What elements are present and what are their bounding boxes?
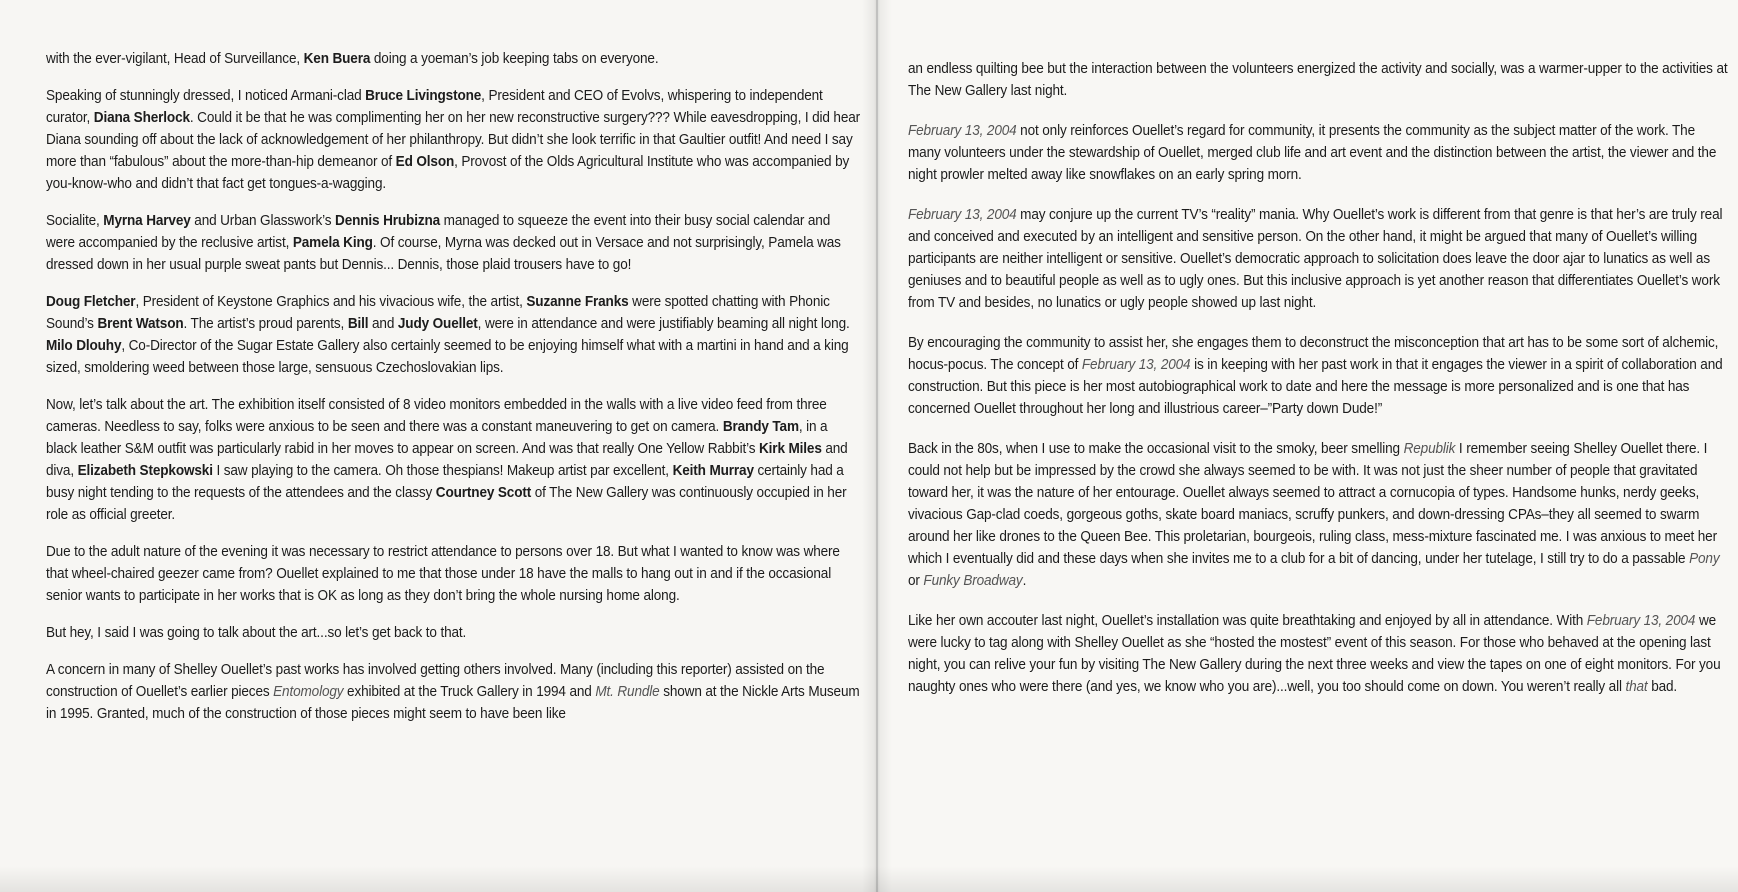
left-paragraph-6: Due to the adult nature of the evening it was necessary to restrict attendance to persons over 18. But what I wanted to know was where that wheel-chaired geezer came from? Ouellet explained to me that those under 18 have the malls to hang out in and if the occasional senior wants to participate in her works that is OK as long as they don’t bring the whole nursing home along. [46, 544, 840, 604]
left-paragraph-3: Socialite, Myrna Harvey and Urban Glasswork’s Dennis Hrubizna managed to squeeze the event into their busy social calendar and were accompanied by the reclusive artist, Pamela King. Of course, Myrna was decked out in Versace and not surprisingly, Pamela was dressed down in her usual purple sweat pants but Dennis... Dennis, those plaid trousers have to go! [46, 213, 841, 273]
right-paragraph-5: Back in the 80s, when I use to make the occasional visit to the smoky, beer smelling Republik I remember seeing Shelley Ouellet there. I could not help but be impressed by the crowd she always seemed to be with. It was not just the sheer number of people that gravitated toward her, it was the nature of her entourage. Ouellet always seemed to attract a cornucopia of types. Handsome hunks, nerdy geeks, vivacious Gap-clad coeds, gorgeous goths, skate board maniacs, scruffy punkers, and down-dressing CPAs–they all seemed to swarm around her like drones to the Queen Bee. This proletarian, bourgeois, ruling class, mess-mixture fascinated me. I was anxious to meet her which I eventually did and these days when she invites me to a club for a bit of dancing, under her tutelage, I still try to do a passable Pony or Funky Broadway. [908, 441, 1720, 589]
left-paragraph-8: A concern in many of Shelley Ouellet’s past works has involved getting others involved. Many (including this reporter) assisted on the construction of Ouellet’s earlier pieces Entomology exhibited at the Truck Gallery in 1994 and Mt. Rundle shown at the Nickle Arts Museum in 1995. Granted, much of the construction of those pieces might seem to have been like [46, 662, 860, 722]
left-paragraph-7: But hey, I said I was going to talk about the art...so let’s get back to that. [46, 625, 467, 641]
right-paragraph-1: an endless quilting bee but the interaction between the volunteers energized the activity and socially, was a warmer-upper to the activities at The New Gallery last night. [908, 61, 1728, 99]
left-paragraph-1: with the ever-vigilant, Head of Surveillance, Ken Buera doing a yoeman’s job keeping tabs on everyone. [46, 51, 659, 67]
right-paragraph-2: February 13, 2004 not only reinforces Ouellet’s regard for community, it presents the community as the subject matter of the work. The many volunteers under the stewardship of Ouellet, merged club life and art event and the distinction between the artist, the viewer and the night prowler melted away like snowflakes on an early spring morn. [908, 123, 1717, 183]
right-paragraph-3: February 13, 2004 may conjure up the current TV’s “reality” mania. Why Ouellet’s work is different from that genre is that her’s are truly real and conceived and executed by an intelligent and sensitive person. On the other hand, it might be argued that many of Ouellet’s willing participants are neither intelligent or sensitive. Ouellet’s democratic approach to solicitation does leave the door ajar to lunatics as well as geniuses and to beautiful people as well as to ugly ones. But this inclusive approach is yet another reason that differentiates Ouellet’s work from TV and besides, no lunatics or ugly people showed up last night. [908, 207, 1723, 311]
book-gutter-shadow [862, 0, 892, 892]
right-paragraph-4: By encouraging the community to assist her, she engages them to deconstruct the misconception that art has to be some sort of alchemic, hocus-pocus. The concept of February 13, 2004 is in keeping with her past work in that it engages the viewer in a spirit of collaboration and construction. But this piece is her most autobiographical work to date and here the message is more personalized and is one that has concerned Ouellet throughout her long and illustrious career–”Party down Dude!” [908, 335, 1723, 417]
bottom-edge-shadow [0, 866, 1738, 892]
left-paragraph-5: Now, let’s talk about the art. The exhibition itself consisted of 8 video monitors embedded in the walls with a live video feed from three cameras. Needless to say, folks were anxious to be seen and there was a constant maneuvering to get on camera. Brandy Tam, in a black leather S&M outfit was particularly rabid in her moves to appear on screen. And was that really One Yellow Rabbit’s Kirk Miles and diva, Elizabeth Stepkowski I saw playing to the camera. Oh those thespians! Makeup artist par excellent, Keith Murray certainly had a busy night tending to the requests of the attendees and the classy Courtney Scott of The New Gallery was continuously occupied in her role as official greeter. [46, 397, 848, 523]
left-paragraph-2: Speaking of stunningly dressed, I noticed Armani-clad Bruce Livingstone, President and CEO of Evolvs, whispering to independent curator, Diana Sherlock. Could it be that he was complimenting her on her new reconstructive surgery??? While eavesdropping, I did hear Diana sounding off about the lack of acknowledgement of her philanthropy. But didn’t she look terrific in that Gaultier outfit! And need I say more than “fabulous” about the more-than-hip demeanor of Ed Olson, Provost of the Olds Agricultural Institute who was accompanied by you-know-who and didn’t that fact get tongues-a-wagging. [46, 88, 861, 192]
right-paragraph-6: Like her own accouter last night, Ouellet’s installation was quite breathtaking and enjoyed by all in attendance. With February 13, 2004 we were lucky to tag along with Shelley Ouellet as she “hosted the mostest” event of this season. For those who behaved at the opening last night, you can relive your fun by visiting The New Gallery during the next three weeks and view the tapes on one of eight monitors. For you naughty ones who were there (and yes, we know who you are)...well, you too should come on down. You weren’t really all that bad. [908, 613, 1721, 695]
right-page [878, 0, 1738, 892]
left-paragraph-4: Doug Fletcher, President of Keystone Graphics and his vivacious wife, the artist, Suzanne Franks were spotted chatting with Phonic Sound’s Brent Watson. The artist’s proud parents, Bill and Judy Ouellet, were in attendance and were justifiably beaming all night long. Milo Dlouhy, Co-Director of the Sugar Estate Gallery also certainly seemed to be enjoying himself what with a martini in hand and a king sized, smoldering weed between those large, sensuous Czechoslovakian lips. [46, 294, 850, 376]
